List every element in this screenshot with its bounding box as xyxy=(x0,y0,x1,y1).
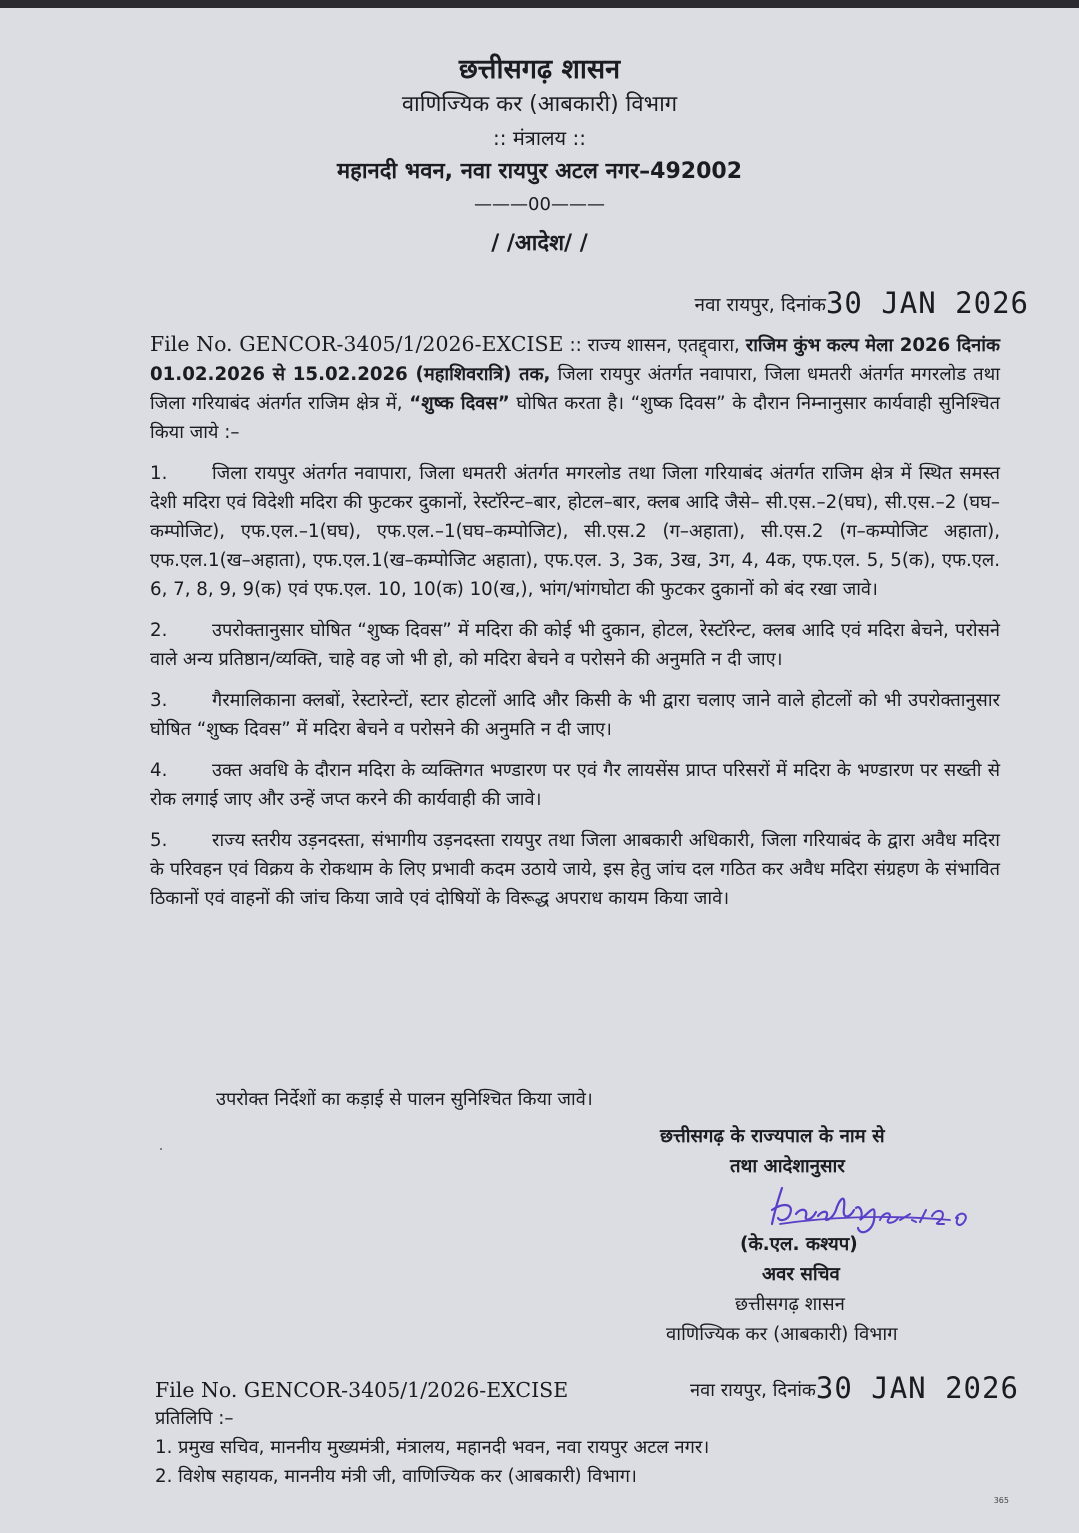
order-body xyxy=(150,330,1000,925)
dateline xyxy=(694,286,1029,320)
copy-section xyxy=(155,1371,1055,1491)
closing-text: उपरोक्त निर्देशों का कड़ाई से पालन सुनिश्चित किया जावे। xyxy=(216,1089,593,1110)
intro-text-a: :: राज्य शासन, एतद्द्वारा, xyxy=(569,335,740,356)
point-3 xyxy=(150,686,1000,744)
copy-label: प्रतिलिपि :– xyxy=(155,1408,234,1429)
department-title: वाणिज्यिक कर (आबकारी) विभाग xyxy=(401,92,678,117)
letterhead xyxy=(0,52,1079,264)
footer-file-row xyxy=(155,1371,1055,1405)
point-4 xyxy=(150,756,1000,814)
point-2 xyxy=(150,616,1000,674)
point-1 xyxy=(150,459,1000,604)
point-text: उपरोक्तानुसार घोषित “शुष्क दिवस” में मदिरा की कोई भी दुकान, होटल, रेस्टॉरेन्ट, क्लब आदि एवं मदिरा बेचने, परोसने वाले अन्य प्रतिष्ठान/व्यक्ति, चाहे वह जो भी हो, को मदिरा बेचने व परोसने की अनुमति न दी जाए। xyxy=(150,620,1000,670)
footer-date-place: नवा रायपुर, दिनांक xyxy=(690,1380,816,1401)
signatory-name: (के.एल. कश्यप) xyxy=(740,1234,858,1255)
point-text: जिला रायपुर अंतर्गत नवापारा, जिला धमतरी अंतर्गत मगरलोड तथा जिला गरियाबंद अंतर्गत राजिम क्षेत्र में स्थित समस्त देशी मदिरा एवं विदेशी मदिरा की फुटकर दुकानों, रेस्टॉरेन्ट–बार, होटल–बार, क्लब आदि जैसे– सी.एस.–2(घघ), सी.एस.–2 (घघ–कम्पोजिट), एफ.एल.–1(घघ), एफ.एल.–1(घघ–कम्पोजिट), सी.एस.2 (ग–अहाता), सी.एस.2 (ग–कम्पोजिट अहाता), एफ.एल.1(ख–अहाता), एफ.एल.1(ख–कम्पोजिट अहाता), एफ.एल. 3, 3क, 3ख, 3ग, 4, 4क, एफ.एल. 5, 5(क), एफ.एल. 6, 7, 8, 9, 9(क) एवं एफ.एल. 10, 10(क) 10(ख,), भांग/भांगघोटा की फुटकर दुकानों को बंद रखा जावे। xyxy=(150,463,1000,600)
copy-item-2: 2. विशेष सहायक, माननीय मंत्री जी, वाणिज्यिक कर (आबकारी) विभाग। xyxy=(155,1466,637,1487)
separator: ———00——— xyxy=(474,194,605,215)
address-line: महानदी भवन, नवा रायपुर अटल नगर–492002 xyxy=(336,159,743,184)
intro-bold-a: राजिम कुंभ कल्प मेला 2026 दिनांक 01.02.2026 से 15.02.2026 (महाशिवरात्रि) तक, xyxy=(150,335,1000,385)
scan-top-edge xyxy=(0,0,1079,8)
intro-text-c: घोषित करता है। “शुष्क दिवस” के दौरान निम्नानुसार कार्यवाही सुनिश्चित किया जाये :– xyxy=(150,393,1000,443)
intro-bold-b: “शुष्क दिवस” xyxy=(409,393,510,414)
point-number: 3. xyxy=(150,690,168,711)
footer-date-stamp: 30 JAN 2026 xyxy=(815,1371,1019,1405)
mantralaya-label: :: मंत्रालय :: xyxy=(492,126,586,150)
signature-order-line: तथा आदेशानुसार xyxy=(730,1156,845,1177)
footer-date xyxy=(690,1371,1019,1405)
point-number: 5. xyxy=(150,830,168,851)
footer-file-number: File No. GENCOR-3405/1/2026-EXCISE xyxy=(155,1378,569,1402)
point-text: उक्त अवधि के दौरान मदिरा के व्यक्तिगत भण्डारण पर एवं गैर लायसेंस प्राप्त परिसरों में मदिरा के भण्डारण पर सख्ती से रोक लगाई जाए और उन्हें जप्त करने की कार्यवाही की जावे। xyxy=(150,760,1000,810)
date-stamp: 30 JAN 2026 xyxy=(825,286,1029,320)
point-text: गैरमालिकाना क्लबों, रेस्टारेन्टों, स्टार होटलों आदि और किसी के भी द्वारा चलाए जाने वाले होटलों को भी उपरोक्तानुसार घोषित “शुष्क दिवस” में मदिरा बेचने व परोसने की अनुमति न दी जाए। xyxy=(150,690,1000,740)
signatory-department: वाणिज्यिक कर (आबकारी) विभाग xyxy=(666,1324,898,1345)
signatory-designation: अवर सचिव xyxy=(762,1264,840,1285)
signatory-govt: छत्तीसगढ़ शासन xyxy=(735,1294,845,1315)
point-number: 2. xyxy=(150,620,168,641)
govt-title: छत्तीसगढ़ शासन xyxy=(458,54,621,85)
point-number: 4. xyxy=(150,760,168,781)
intro-paragraph xyxy=(150,330,1000,447)
scan-speck xyxy=(160,1148,162,1150)
point-number: 1. xyxy=(150,463,168,484)
point-5 xyxy=(150,826,1000,913)
closing-line xyxy=(150,1085,1000,1114)
copy-item-1: 1. प्रमुख सचिव, माननीय मुख्यमंत्री, मंत्रालय, महानदी भवन, नवा रायपुर अटल नगर। xyxy=(155,1437,710,1458)
date-place: नवा रायपुर, दिनांक xyxy=(694,294,826,316)
page-number: 365 xyxy=(993,1496,1009,1505)
point-text: राज्य स्तरीय उड़नदस्ता, संभागीय उड़नदस्ता रायपुर तथा जिला आबकारी अधिकारी, जिला गरियाबंद के द्वारा अवैध मदिरा के परिवहन एवं विक्रय के रोकथाम के लिए प्रभावी कदम उठाये जाये, इस हेतु जांच दल गठित कर अवैध मदिरा संग्रहण के संभावित ठिकानों एवं वाहनों की जांच किया जावे एवं दोषियों के विरूद्ध अपराध कायम किया जावे। xyxy=(150,830,1000,909)
file-number: File No. GENCOR-3405/1/2026-EXCISE xyxy=(150,332,564,356)
signature-authority-line: छत्तीसगढ़ के राज्यपाल के नाम से xyxy=(660,1126,885,1147)
order-title: / /आदेश/ / xyxy=(491,231,588,256)
intro-text-b: जिला रायपुर अंतर्गत नवापारा, जिला धमतरी अंतर्गत मगरलोड तथा जिला गरियाबंद अंतर्गत राजिम क्षेत्र में, xyxy=(150,364,1000,414)
